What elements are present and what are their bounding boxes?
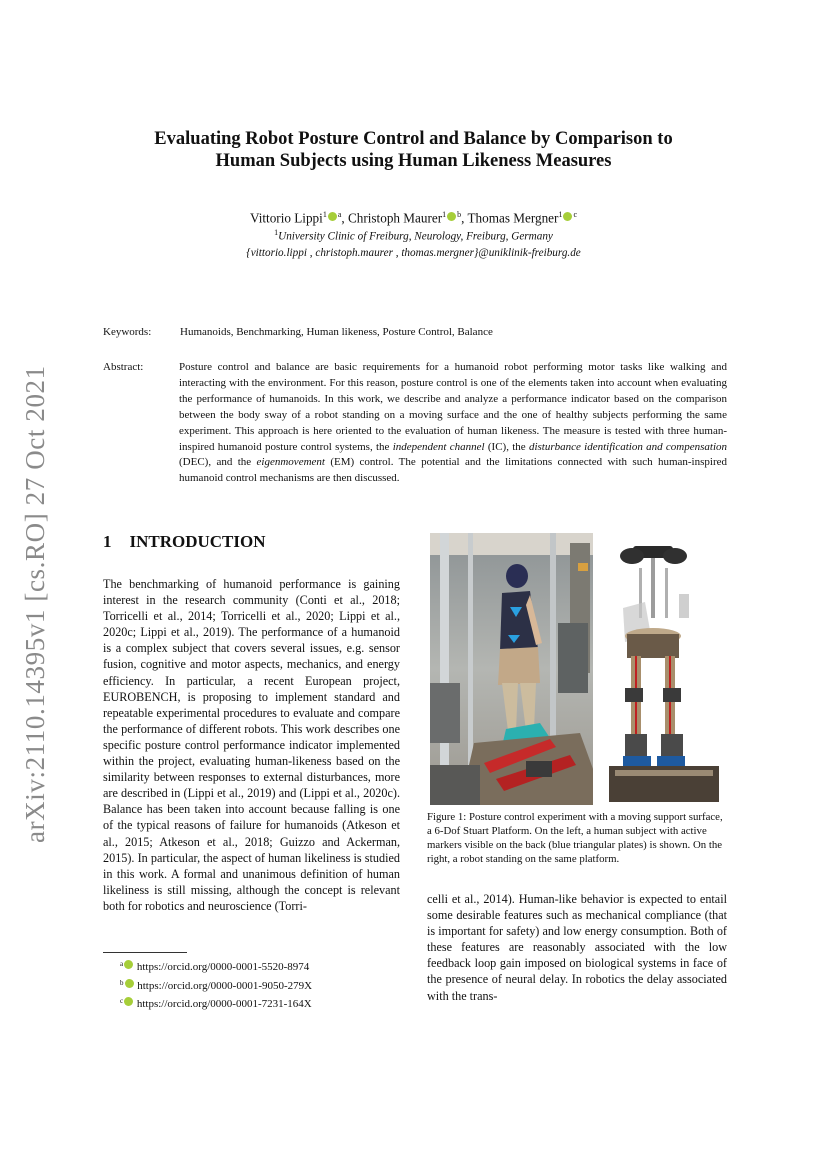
orcid-icon	[125, 979, 134, 988]
orcid-icon[interactable]	[563, 212, 572, 221]
arxiv-stamp	[2, 365, 60, 845]
affiliation-num: 1	[274, 228, 279, 237]
author-2-aff: 1	[442, 210, 447, 219]
author-3-name: Thomas Mergner	[467, 210, 559, 226]
abstract-term-em: eigenmovement	[256, 456, 325, 469]
author-1-aff: 1	[322, 210, 327, 219]
footnote-mark: a	[120, 960, 124, 968]
abstract-term-ic: independent channel	[392, 440, 485, 453]
section-title: INTRODUCTION	[129, 532, 266, 551]
affiliation-block	[100, 225, 727, 261]
title-line-1: Evaluating Robot Posture Control and Balance by Comparison to	[154, 129, 673, 149]
abstract	[179, 360, 727, 487]
abstract-text: (DEC), and the	[179, 456, 257, 469]
paper-title	[100, 128, 727, 172]
abstract-label: Abstract:	[103, 361, 144, 373]
orcid-icon	[124, 997, 133, 1006]
author-1-name: Vittorio Lippi	[249, 210, 323, 226]
orcid-link[interactable]: https://orcid.org/0000-0001-5520-8974	[136, 961, 310, 973]
abstract-text: (IC), the	[484, 440, 529, 453]
abstract-text: (EM) control. The potential and the limitations connected with such human-inspired humanoid control mechanisms are then discussed.	[179, 456, 727, 485]
footnote-c	[120, 994, 312, 1013]
footnote-mark: b	[120, 978, 124, 987]
author-list: Vittorio Lippi$^1$ $^a$, Christoph Maurer$^1$ $^b$, Thomas Mergner$^1$ $^c$	[249, 210, 577, 226]
arxiv-id: arXiv:2110.14395v1 [cs.RO] 27 Oct 2021	[20, 365, 50, 843]
author-3-aff: 1	[558, 210, 563, 219]
keywords: Humanoids, Benchmarking, Human likeness, Posture Control, Balance	[180, 326, 493, 338]
figure-photo-robot	[605, 538, 727, 805]
orcid-icon	[124, 960, 133, 969]
author-3-mark: c	[573, 210, 577, 219]
abstract-text: Posture control and balance are basic requirements for a humanoid robot performing motor tasks like walking and interacting with the environment. For this reason, posture control is one of the elements taken into account when evaluating the performance of humanoids. In this work, we describe and analyze a performance indicator based on the comparison between the body sway of a robot standing on a moving surface and the one of healthy subjects performing the same experiment. This approach is here oriented to the evaluation of human likeness. The measure is tested with three human-inspired humanoid posture control systems, the	[179, 361, 727, 453]
intro-paragraph: The benchmarking of humanoid performance is gaining interest in the research community (Conti et al., 2018; Torricelli et al., 2014; Torricelli et al., 2020; Lippi et al., 2020c; Lippi et al., 2019). The performance of a humanoid is a complex subject that covers several issues, e.g. sensor fusion, cognitive and motor aspects, mechanics, and energy efficiency. In particular, a recent European project, EUROBENCH, is proposing to implement standard and repeatable experimental procedures to evaluate and compare the performance of different robots. This work describes one specific posture control performance indicator implemented within the project, evaluating human-likeness based on the similarity between responses to external disturbances, more are described in (Lippi et al., 2019) and (Lippi et al., 2020c). Balance has been taken into account because falling is one of the typical reasons of failure for humanoids (Atkeson et al., 2015; Atkeson et al., 2018; Guizzo and Ackerman, 2015). In particular, the aspect of human likeliness is studied in this work. A formal and unanimous definition of human likeliness is still missing, although the concept is relevant both for robotics and neuroscience (Torri-	[103, 577, 400, 913]
footnote-rule	[103, 952, 187, 953]
section-heading	[103, 532, 266, 552]
orcid-icon[interactable]	[447, 212, 456, 221]
orcid-icon[interactable]	[328, 212, 337, 221]
affiliation: University Clinic of Freiburg, Neurology, Freiburg, Germany	[278, 230, 553, 243]
figure-photo-human	[430, 533, 593, 805]
footnotes	[120, 957, 312, 1013]
abstract-term-dec: disturbance identification and compensation	[528, 440, 728, 453]
footnote-b	[120, 976, 312, 995]
orcid-link[interactable]: https://orcid.org/0000-0001-9050-279X	[137, 979, 313, 992]
figure-caption: Figure 1: Posture control experiment with a moving support surface, a 6-Dof Stuart Platform. On the left, a human subject with active markers visible on the back (blue triangular plates) is shown. On the right, a robot standing on the same platform.	[427, 811, 723, 866]
section-number: 1	[103, 532, 112, 551]
author-emails: {vittorio.lippi , christoph.maurer , thomas.mergner}@uniklinik-freiburg.de	[246, 246, 581, 259]
orcid-link[interactable]: https://orcid.org/0000-0001-7231-164X	[136, 998, 312, 1010]
title-line-2: Human Subjects using Human Likeness Measures	[215, 151, 612, 171]
footnote-a	[120, 957, 312, 976]
footnote-mark: c	[120, 997, 124, 1005]
keywords-label: Keywords:	[103, 326, 152, 338]
column2-paragraph: celli et al., 2014). Human-like behavior is expected to entail some desirable features such as mechanical compliance (that is important for safety) and low energy consumption. Both of these features are reasonably associated with the low feedback loop gain imposed on biological systems in face of the presence of neural delay. In robotics the delay associated with the trans-	[427, 892, 727, 1003]
author-1-mark: a	[337, 210, 342, 219]
author-2-mark: b	[457, 210, 462, 219]
author-2-name: Christoph Maurer	[347, 210, 443, 226]
